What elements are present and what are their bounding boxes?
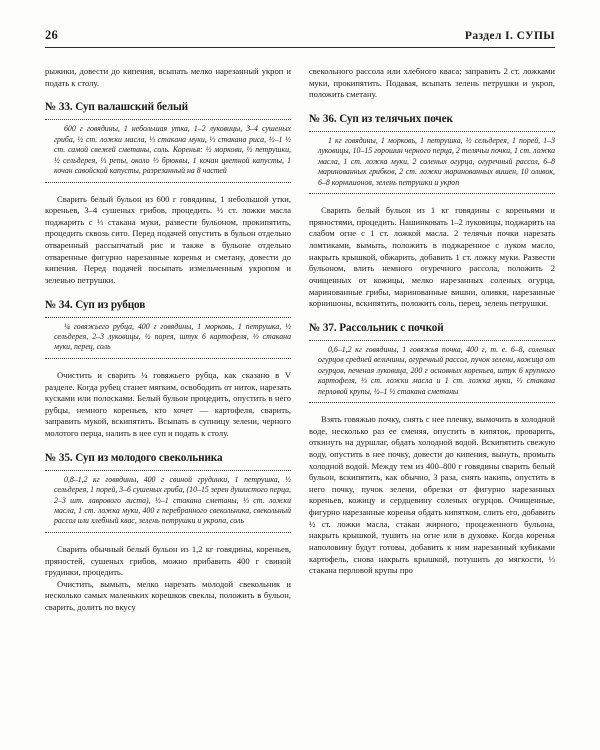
ingredients-list: 0,8–1,2 кг говядины, 400 г свиной грудинки, 1 петрушка, ½ сельдерея, 1 порей, 3–6 сушеных гриба, (10–15 зерен душистого перца, 2–3 шт. лаврового листа), ½–1 стакана сметаны, ⅓ ст. ложки масла, 1 ст. ложка муки, 400 г перебранного свекольника, свекольный рассол или хлебный квас, зелень петрушки и укропа, соль <box>54 474 291 526</box>
carryover-paragraph: свекольного рассола или хлебного кваса; заправить 2 ст. ложками муки, прокипятить. Подавая, всыпать зелень петрушки и укроп, положить сметану. <box>309 66 555 100</box>
recipe-title: № 37. Рассольник с почкой <box>309 321 444 334</box>
spacer <box>309 194 555 205</box>
text-columns <box>45 66 555 721</box>
recipe-title: № 35. Суп из молодого свекольника <box>45 451 223 464</box>
running-head <box>45 28 555 47</box>
ingredients-list: 0,6–1,2 кг говядины, 1 говяжья почка, 400 г, т. е. 6–8, соленых огурцов средней величины, огуречный рассол, пучок зелени, кожица от огурцов, печеная луковица, 200 г основных кореньев, штук 6 крупного картофеля, ⅓ ст. ложки масла и 1 ст. ложка муки, ⅓ стакана перловой крупы, ½–1 ½ стакана сметаны <box>318 344 555 396</box>
recipe-36 <box>309 113 555 310</box>
section-title: Раздел I. СУПЫ <box>464 30 555 42</box>
left-column <box>45 66 291 721</box>
spacer <box>45 359 291 370</box>
recipe-title: № 36. Суп из телячьих почек <box>309 112 453 125</box>
recipe-33 <box>45 101 291 286</box>
recipe-title: № 33. Суп валашский белый <box>45 101 188 114</box>
spacer <box>45 533 291 544</box>
recipe-34 <box>45 299 291 440</box>
ingredients-list: ¼ говяжьего рубца, 400 г говядины, 1 морковь, 1 петрушка, ½ сельдерея, 2–3 луковицы, ½ порея, штук 6 картофеля, ⅓ стакана муки, перец, соль <box>54 321 291 352</box>
recipe-35 <box>45 452 291 614</box>
spacer <box>309 403 555 414</box>
recipe-body-paragraph: Сварить белый бульон из 1 кг говядины с кореньями и пряностями, процедить. Нашинковать 1–2 луковицы, поджарить на слабом огне с 1 ст. ложкой масла. 2 телячьи почки нарезать ломтиками, вымыть, положить в поджаренное с луком масло, накрыть крышкой, обжарить, добавить 1 ст. ложку муки. Развести бульоном, влить немного огуречного рассола, положить 2 очищенных от кожицы, мелко нарезанных соленых огурца, маринованные грибы, маринованные вишни, оливки, нарезанные корнишоны, вскипятить, положить соль, перец, зелень петрушки. <box>309 205 555 309</box>
spacer <box>45 183 291 194</box>
recipe-body-paragraph: Очистить, вымыть, мелко нарезать молодой свекольник и несколько самых маленьких корешков свеклы, положить в бульон, сварить, долить по вкусу <box>45 578 291 613</box>
recipe-37 <box>309 322 555 577</box>
right-column <box>309 66 555 721</box>
recipe-body-paragraph: Взять говяжью почку, снять с нее пленку, вымочить в холодной воде, несколько раз ее сменяя, опустить в кипяток, проварить, откинуть на дуршлаг, обдать холодной водой. Вскипятить свежую воду, опустить в нее почку, довести до кипения, вынуть, промыть холодной водой. Между тем из 400–800 г говядины сварить белый бульон, вскипятить, как обычно, 3 раза, снять накипь, опустить в него почку, пучок зелени, обрезки от фигурно нарезанных кореньев, кожицу и сердцевину соленых огурцов. Очищенные, фигурно нарезанные коренья обдать кипятком, слить его, добавить ½ ст. ложки масла, стакан жирного, процеженного бульона, накрыть крышкой, тушить на огне или в духовке. Когда коренья наполовину будут готовы, добавить к ним нарезанный кубиками картофель, снова накрыть крышкой, потушить до мягкости, ⅓ стакана перловой крупы про <box>309 414 555 576</box>
ingredients-list: 1 кг говядины, 1 морковь, 1 петрушка, ½ сельдерея, 1 порей, 1–3 луковицы, 10–15 горошин черного перца, 2 телячьи почки, 1 ст. ложка масла, 1 ст. ложка муки, 2 соленых огурца, огуречный рассол, 6–8 маринованных грибков, 2 ст. ложки маринованных вишен, 10 оливок, 6–8 корнишонов, зелень петрушки и укроп <box>318 135 555 187</box>
page-number: 26 <box>45 28 58 42</box>
header-rule <box>45 47 555 48</box>
ingredients-list: 600 г говядины, 1 небольшая утка, 1–2 луковицы, 3–4 сушеных гриба, ½ ст. ложки масла, ⅓ стакана муки, ⅓ стакана риса, ½–1 ½ ст. самой свежей сметаны, соль. Коренья: ½ моркови, ½ петрушки, ½ сельдерея, ⅓ репы, около ⅓ брюквы, 1 кочан цветной капусты, 1 кочан савойской капусты, разрезанный на 8 частей <box>54 124 291 176</box>
recipe-body-paragraph: Очистить и сварить ¼ говяжьего рубца, как сказано в V разделе. Когда рубец станет мягким, освободить от ниток, нарезать кусками или полосками. Белый бульон процедить, опустить в него рубцы, немного кореньев, кто хочет — картофеля, сварить, заправить мукой, вскипятить. Всыпать в супницу зелени, черного молотого перца, налить в нее суп и подать к столу. <box>45 369 291 438</box>
recipe-title: № 34. Суп из рубцов <box>45 298 146 311</box>
carryover-paragraph: рыжики, довести до кипения, всыпать мелко нарезанный укроп и подать к столу. <box>45 66 291 88</box>
recipe-body-paragraph: Сварить белый бульон из 600 г говядины, 1 небольшой утки, кореньев, 3–4 сушеных грибов, процедить. ½ ст. ложки масла поджарить с ⅓ стакана муки, развести бульоном, прокипятить, процедить сквозь сито. Перед подачей опустить в бульон отдельно отваренный рассыпчатый рис и также в бульоне отдельно отваренные фигурно нарезанные коренья и сметану, довести до кипения. Перед подачей посыпать измельченным укропом и зеленью петрушки. <box>45 193 291 285</box>
recipe-body-paragraph: Сварить обычный белый бульон из 1,2 кг говядины, кореньев, пряностей, сушеных грибов, можно прибавить 400 г свиной грудинки, процедить. <box>45 543 291 578</box>
